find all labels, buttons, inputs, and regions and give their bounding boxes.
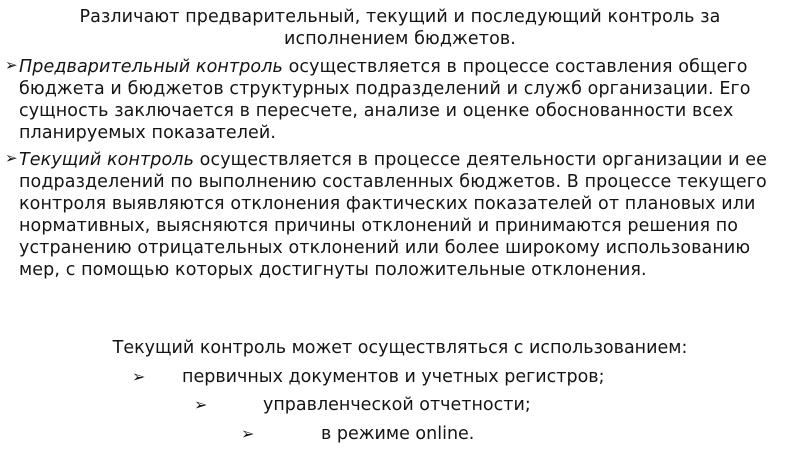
list-item xyxy=(241,423,475,445)
slide-heading: Различают предварительный, текущий и последующий контроль за исполнением бюджетов. xyxy=(79,7,721,49)
paragraph-preliminary-control xyxy=(5,56,794,144)
paragraph-current-control xyxy=(5,149,794,281)
paragraph-text: осуществляется в процессе деятельности организации и ее подразделений по выполнению составленных бюджетов. В процессе текущего контроля выявляются отклонения фактических показателей от плановых или нормативных, выясняются причины отклонений и принимаются решения по устранению отрицательных отклонений или более широкому использованию мер, с помощью которых достигнуты положительные отклонения. xyxy=(19,150,768,280)
paragraph-text: осуществляется в процессе составления общего бюджета и бюджетов структурных подразделений и служб организации. Его сущность заключается в пересчете, анализе и оценке обоснованности всех планируемых показателей. xyxy=(19,57,751,143)
arrow-bullet-icon: ➢ xyxy=(194,395,208,414)
arrow-bullet-icon: ➢ xyxy=(5,56,18,74)
term-current-control: Текущий контроль xyxy=(19,150,195,170)
list-item-text: первичных документов и учетных регистров; xyxy=(182,367,605,387)
list-item-text: управленческой отчетности; xyxy=(263,395,531,415)
list-item xyxy=(132,366,605,388)
list-item xyxy=(194,394,531,416)
arrow-bullet-icon: ➢ xyxy=(5,149,18,167)
list-item-text: в режиме online. xyxy=(321,424,475,444)
arrow-bullet-icon: ➢ xyxy=(132,367,146,386)
list-intro: Текущий контроль может осуществляться с использованием: xyxy=(112,338,688,358)
term-preliminary-control: Предварительный контроль xyxy=(19,57,283,77)
arrow-bullet-icon: ➢ xyxy=(241,424,255,443)
